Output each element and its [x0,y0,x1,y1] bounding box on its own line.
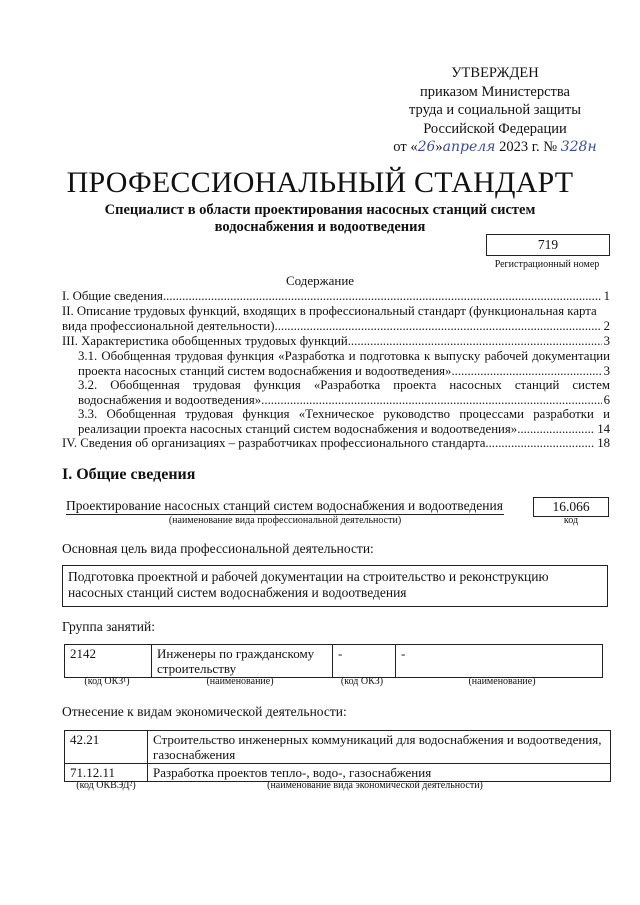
okz-code-caption: (код ОКЗ) [340,676,384,687]
okz-name-caption: (наименование) [468,676,536,687]
toc-item-3-3[interactable]: 3.3. Обобщенная трудовая функция «Техническое руководство процессами разработки и реализации проекта насосных станций систем водоснабжения и водоотведения» ..... 14 [78,407,610,437]
okz-code-cell: - [333,645,396,678]
toc-item-3-1[interactable]: 3.1. Обобщенная трудовая функция «Разработка и подготовка к выпуску рабочей документации проекта насосных станций систем водоснабжения и водоотведения» ..... 3 [78,349,610,379]
toc-item-2[interactable]: II. Описание трудовых функций, входящих в профессиональный стандарт (функциональная карта вида профессиональной деятельности) ..... 2 [62,304,610,334]
okved-name-cell: Разработка проектов тепло-, водо-, газоснабжения [148,764,611,782]
toc-item-3[interactable]: III. Характеристика обобщенных трудовых функций ..... 3 [62,334,610,349]
okz-name-cell: Инженеры по гражданскому строительству [152,645,333,678]
handwritten-day: 26 [417,139,436,155]
okz-name-caption: (наименование) [206,676,274,687]
approval-line: приказом Министерства [420,83,570,100]
occupation-group-table [64,644,603,678]
okz-code-cell: 2142 [65,645,152,678]
okved-name-caption: (наименование вида экономической деятельности) [267,780,483,791]
economic-activity-label: Отнесение к видам экономической деятельности: [62,704,347,719]
goal-box: Подготовка проектной и рабочей документации на строительство и реконструкцию насосных станций систем водоснабжения и водоотведения [62,565,608,607]
goal-label: Основная цель вида профессиональной деятельности: [62,541,374,556]
table-row [65,764,611,782]
registration-number-box: 719 [486,234,610,256]
standard-subtitle: Специалист в области проектирования насосных станций систем водоснабжения и водоотведения [104,202,536,235]
table-row [65,645,603,678]
handwritten-month: апреля [442,139,496,155]
toc-item-4[interactable]: IV. Сведения об организациях – разработчиках профессионального стандарта ..... 18 [62,436,610,451]
toc-heading: Содержание [285,273,355,288]
okved-code-cell: 42.21 [65,731,148,764]
okz-code-caption: (код ОКЗ¹) [84,676,130,687]
okz-name-cell: - [396,645,603,678]
section-heading: I. Общие сведения [62,466,196,483]
approval-line: Российской Федерации [423,120,567,137]
okved-name-cell: Строительство инженерных коммуникаций для водоснабжения и водоотведения, газоснабжения [148,731,611,764]
toc-item-3-2[interactable]: 3.2. Обобщенная трудовая функция «Разработка проекта насосных станций систем водоснабжения и водоотведения» ..... 6 [78,378,610,408]
activity-code-box: 16.066 [533,497,609,517]
activity-code-caption: код [563,515,579,526]
handwritten-number: 328н [560,139,597,155]
page-title: ПРОФЕССИОНАЛЬНЫЙ СТАНДАРТ [66,166,574,199]
okved-code-cell: 71.12.11 [65,764,148,782]
economic-activity-table [64,730,611,782]
table-row [65,731,611,764]
occupation-group-label: Группа занятий: [62,619,155,634]
approval-line: труда и социальной защиты [409,102,581,118]
approval-title: УТВЕРЖДЕН [451,65,539,81]
registration-number-label: Регистрационный номер [494,259,600,270]
approval-date: от «26»апреля 2023 г. № 328н [393,139,597,155]
okved-code-caption: (код ОКВЭД²) [76,780,136,791]
toc-item-1[interactable]: I. Общие сведения ..... 1 [62,289,610,304]
approval-block [370,64,620,157]
activity-kind-caption: (наименование вида профессиональной деятельности) [168,515,402,526]
activity-kind-field: Проектирование насосных станций систем водоснабжения и водоотведения [66,498,503,513]
